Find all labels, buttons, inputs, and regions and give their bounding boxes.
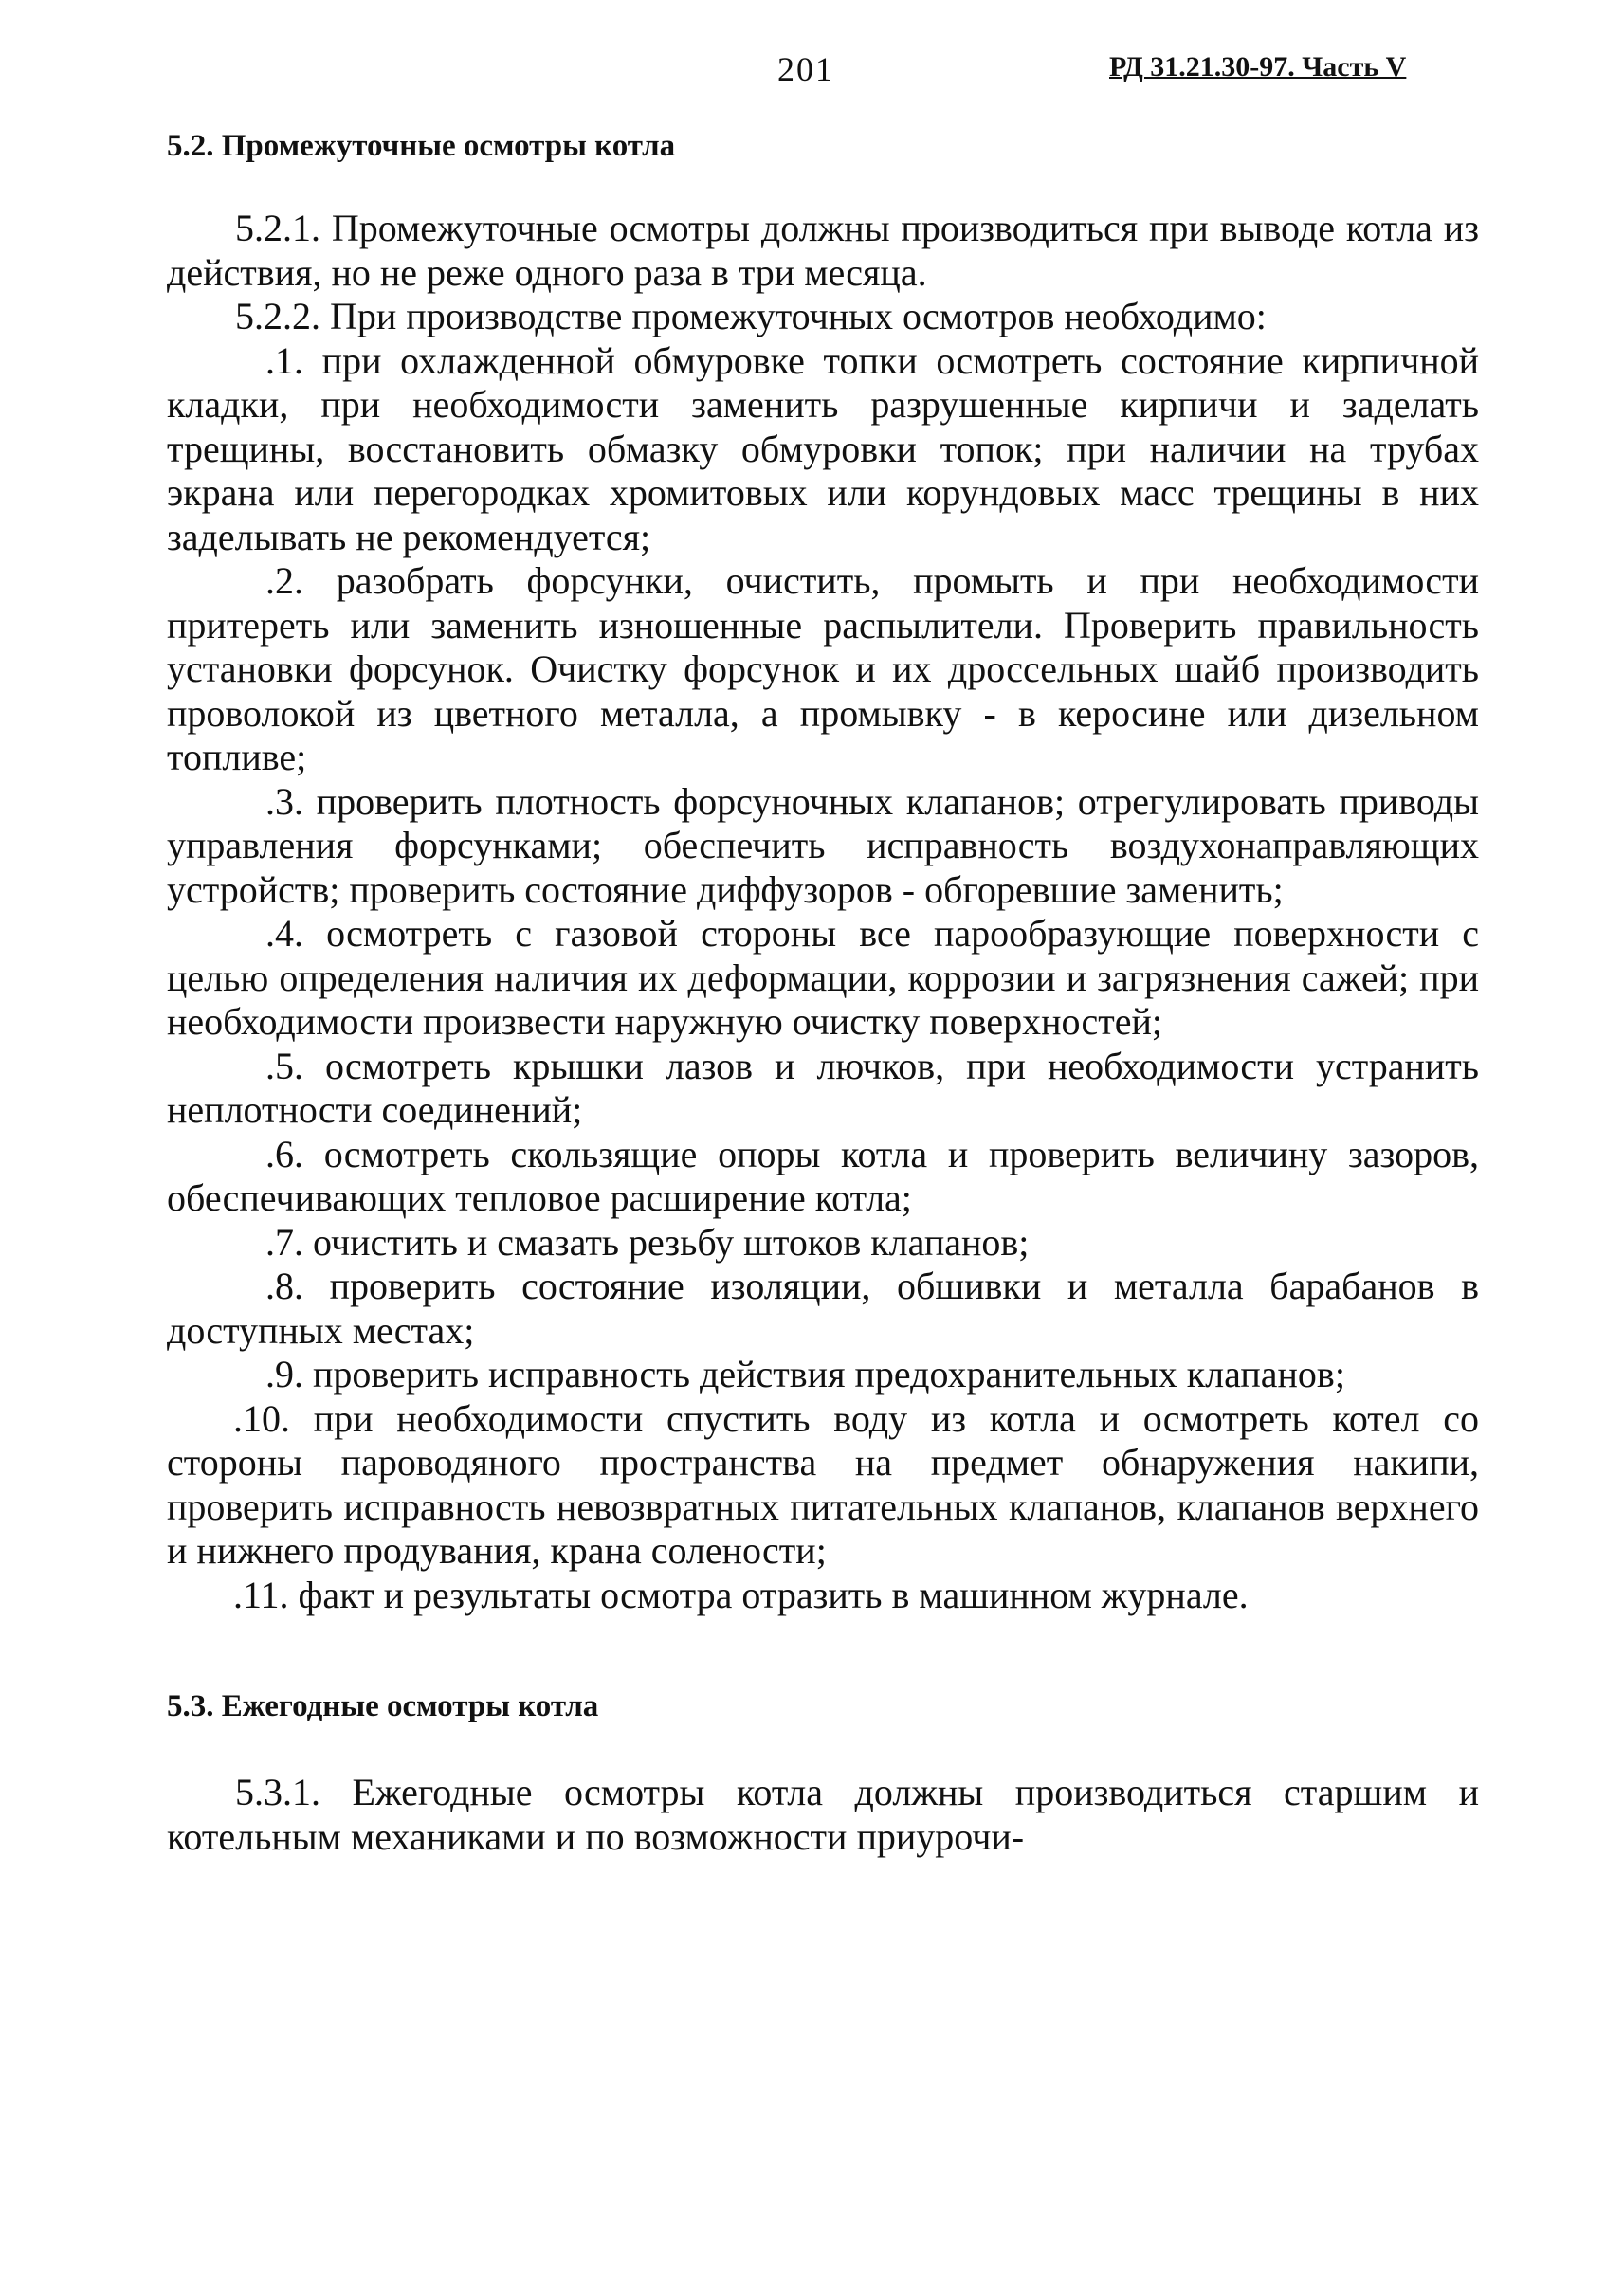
list-item: .7. очистить и смазать резьбу штоков клапанов; xyxy=(265,1220,1030,1264)
list-item: .11. факт и результаты осмотра отразить в машинном журнале. xyxy=(233,1573,1249,1616)
paragraph-5-3-1: 5.3.1. Ежегодные осмотры котла должны производиться старшим и котельным механиками и по возможности приурочи- xyxy=(167,1771,1479,1858)
list-item: .5. осмотреть крышки лазов и лючков, при необходимости устранить неплотности соединений; xyxy=(167,1044,1479,1131)
section-5-3-title: 5.3. Ежегодные осмотры котла xyxy=(167,1689,599,1723)
list-item: .2. разобрать форсунки, очистить, промыть и при необходимости притереть или заменить изношенные распылители. Проверить правильность установки форсунок. Очистку форсунок и их дроссельных шайб производить проволокой из цветного металла, а промывку - в керосине или дизельном топливе; xyxy=(167,559,1479,778)
list-item: .1. при охлажденной обмуровке топки осмотреть состояние кирпичной кладки, при необходимости заменить разрушенные кирпичи и заделать трещины, восстановить обмазку обмуровки топок; при наличии на трубах экрана или перегородках хромитовых или корундовых масс трещины в них заделывать не рекомендуется; xyxy=(167,338,1479,558)
page-number: 201 xyxy=(777,50,834,88)
list-item: .4. осмотреть с газовой стороны все парообразующие поверхности с целью определения наличия их деформации, коррозии и загрязнения сажей; при необходимости произвести наружную очистку поверхностей; xyxy=(167,912,1479,1043)
list-item: .9. проверить исправность действия предохранительных клапанов; xyxy=(265,1353,1345,1395)
section-5-2-title: 5.2. Промежуточные осмотры котла xyxy=(167,129,676,163)
list-item: .10. при необходимости спустить воду из котла и осмотреть котел со стороны пароводяного пространства на предмет обнаружения накипи, проверить исправность невозвратных питательных клапанов, клапанов верхнего и нижнего продувания, крана солености; xyxy=(167,1396,1479,1572)
list-item: .8. проверить состояние изоляции, обшивки и металла барабанов в доступных местах; xyxy=(167,1265,1479,1352)
paragraph-5-2-1: 5.2.1. Промежуточные осмотры должны производиться при выводе котла из действия, но не реже одного раза в три месяца. xyxy=(167,207,1479,294)
page-content xyxy=(167,125,1479,1859)
list-item: .6. осмотреть скользящие опоры котла и проверить величину зазоров, обеспечивающих тепловое расширение котла; xyxy=(167,1132,1479,1219)
document-code: РД 31.21.30-97. Часть V xyxy=(1109,51,1407,82)
paragraph-5-2-2: 5.2.2. При производстве промежуточных осмотров необходимо: xyxy=(235,295,1267,337)
list-item: .3. проверить плотность форсуночных клапанов; отрегулировать приводы управления форсунками; обеспечить исправность воздухонаправляющих устройств; проверить состояние диффузоров - обгоревшие заменить; xyxy=(167,779,1479,911)
